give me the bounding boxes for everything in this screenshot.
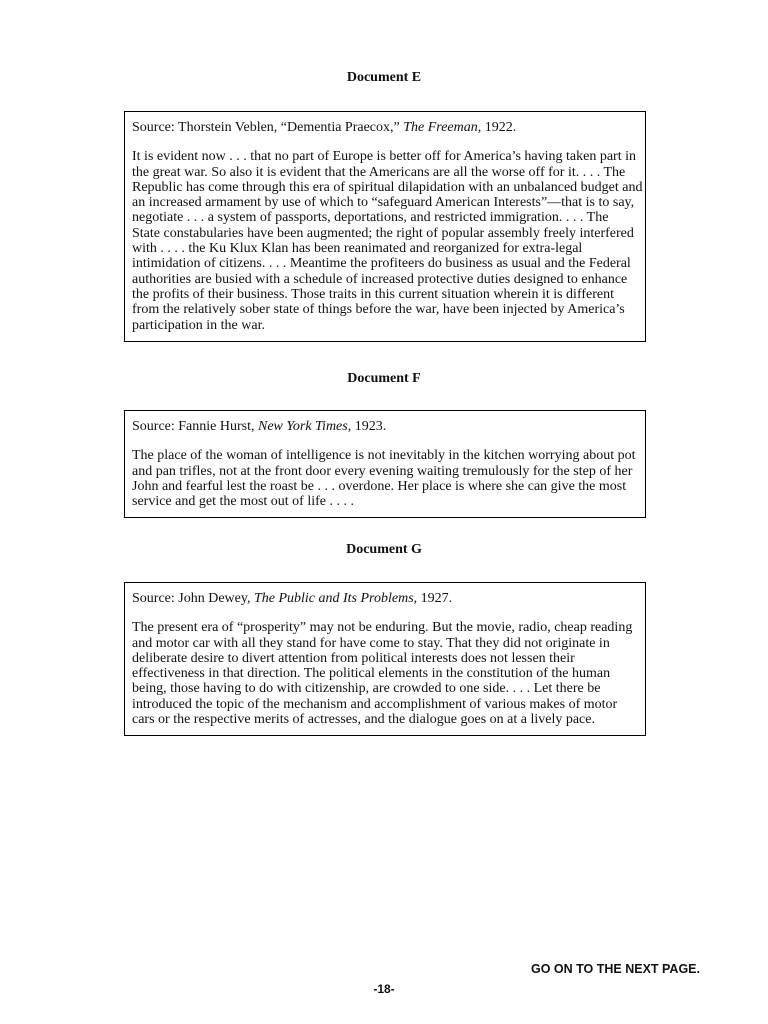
text-line: service and get the most out of life . . . . [132, 494, 354, 510]
source-prefix: Source: Fannie Hurst, [132, 419, 258, 434]
source-title: The Public and Its Problems [253, 591, 414, 606]
text-line: cars or the respective merits of actresses, and the dialogue goes on at a lively pace. [132, 712, 595, 728]
text-line: authorities are busied with a schedule of increased protective duties designed to enhance [132, 271, 628, 287]
text-line: negotiate . . . a system of passports, deportations, and restricted immigration. . . . The [132, 210, 609, 226]
text-line: an increased armament by use of which to “safeguard American Interests”—that is to say, [132, 195, 635, 211]
document-e-text [132, 149, 643, 333]
text-line: from the relatively sober state of things before the war, have been injected by America’s [132, 302, 625, 318]
document-e-source [132, 120, 637, 135]
text-line: introduced the topic of the mechanism and accomplishment of various makes of motor [132, 696, 618, 712]
text-line: being, those having to do with citizenship, are crowded to one side. . . . Let there be [132, 681, 601, 697]
text-line: the profits of their business. Those traits in this current situation wherein it is different [132, 286, 615, 302]
source-title: New York Times [257, 419, 348, 434]
text-line: Republic has come through this era of spiritual dilapidation with an unbalanced budget and [132, 179, 643, 195]
source-title: The Freeman, [403, 120, 482, 135]
document-g-source [132, 591, 637, 606]
source-suffix: 1922. [481, 120, 517, 135]
text-line: the great war. So also it is evident that the Americans are all the worse off for it. . . . The [132, 164, 626, 180]
document-f-text [132, 448, 637, 509]
text-line: The present era of “prosperity” may not be enduring. But the movie, radio, cheap reading [132, 620, 633, 636]
document-g-text [132, 620, 637, 727]
page-number: -18- [373, 982, 395, 996]
text-line: deliberate desire to divert attention from political interests does not lessen their [132, 650, 575, 666]
text-line: intimidation of citizens. . . . Meantime the profiteers do business as usual and the Federal [132, 256, 631, 272]
text-line: State constabularies have been augmented; the right of popular assembly freely interfered [132, 225, 634, 241]
text-line: John and fearful lest the roast be . . . overdone. Her place is where she can give the most [132, 478, 627, 494]
text-line: participation in the war. [132, 317, 265, 333]
document-g-box [124, 582, 646, 736]
document-f-source [132, 419, 637, 434]
text-line: It is evident now . . . that no part of Europe is better off for America’s having taken part in [132, 149, 636, 165]
source-suffix: , 1923. [347, 419, 387, 434]
document-e-box [124, 111, 646, 342]
text-line: with . . . . the Ku Klux Klan has been reanimated and reorganized for extra-legal [132, 241, 583, 257]
text-line: The place of the woman of intelligence is not inevitably in the kitchen worrying about pot [132, 448, 636, 464]
text-line: and motor car with all they stand for have come to stay. That they did not originate in [132, 635, 610, 651]
source-prefix: Source: Thorstein Veblen, “Dementia Praecox,” [132, 120, 404, 135]
document-f-box [124, 410, 646, 518]
source-prefix: Source: John Dewey, [132, 591, 254, 606]
document-g-heading: Document G [346, 542, 422, 557]
text-line: effectiveness in that direction. The political elements in the constitution of the human [132, 666, 611, 682]
source-suffix: , 1927. [413, 591, 453, 606]
document-f-heading: Document F [347, 371, 421, 386]
document-e-heading: Document E [346, 70, 422, 85]
go-on-next-page-notice: GO ON TO THE NEXT PAGE. [530, 962, 700, 976]
text-line: and pan trifles, not at the front door every evening waiting tremulously for the step of her [132, 463, 633, 479]
